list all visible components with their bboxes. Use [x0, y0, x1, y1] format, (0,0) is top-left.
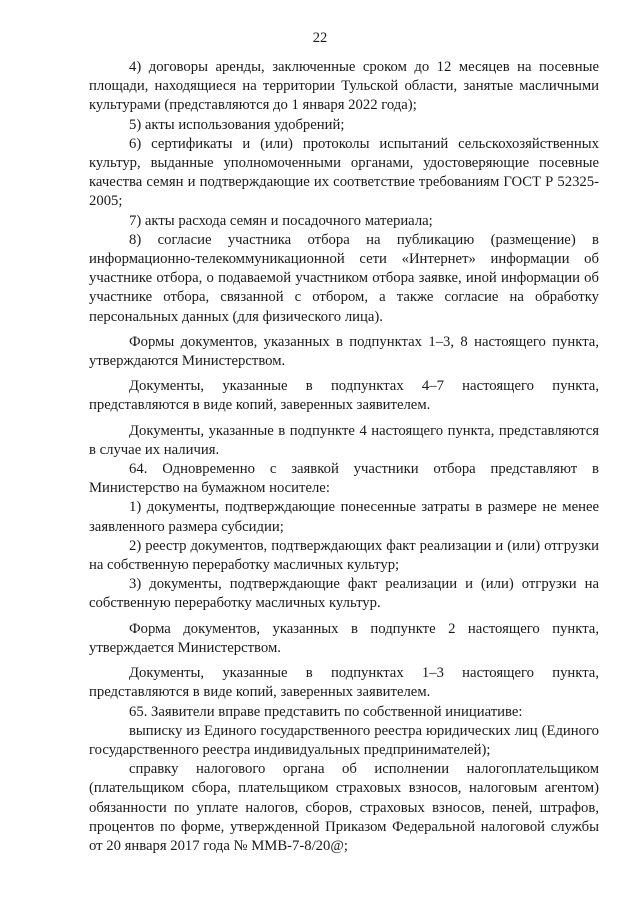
paragraph-clause-64: 64. Одновременно с заявкой участники отбора представляют в Министерство на бумажном носителе: [89, 461, 599, 497]
document-body [89, 58, 599, 856]
paragraph-64-form-note: Форма документов, указанных в подпункте 2 настоящего пункта, утверждается Министерством. [89, 620, 599, 656]
paragraph-65-tax-certificate: справку налогового органа об исполнении налогоплательщиком (плательщиком сбора, плательщиком страховых взносов, налоговым агентом) обязанности по уплате налогов, сборов, страховых взносов, пеней, штрафов, процентов по форме, утвержденной Приказом Федеральной налоговой службы от 20 января 2017 года № ММВ-7-8/20@; [89, 761, 599, 854]
paragraph-item-8: 8) согласие участника отбора на публикацию (размещение) в информационно-телекоммуникационной сети «Интернет» информации об участнике отбора, о подаваемой участником отбора заявке, иной информации об участнике отбора, связанной с отбором, а также согласие на обработку персональных данных (для физического лица). [89, 231, 599, 325]
paragraph-64-item-3: 3) документы, подтверждающие факт реализации и (или) отгрузки на собственную переработку масличных культур. [89, 576, 599, 612]
paragraph-64-item-2: 2) реестр документов, подтверждающих факт реализации и (или) отгрузки на собственную переработку масличных культур; [89, 537, 599, 574]
paragraph-clause-65: 65. Заявители вправе представить по собственной инициативе: [129, 703, 523, 720]
paragraph-copies-note: Документы, указанные в подпунктах 4–7 настоящего пункта, представляются в виде копий, заверенных заявителем. [89, 378, 599, 414]
paragraph-item-5: 5) акты использования удобрений; [129, 116, 345, 133]
paragraph-64-copies-note: Документы, указанные в подпунктах 1–3 настоящего пункта, представляются в виде копий, заверенных заявителем. [89, 665, 599, 701]
paragraph-item-7: 7) акты расхода семян и посадочного материала; [129, 212, 433, 229]
paragraph-item-6: 6) сертификаты и (или) протоколы испытаний сельскохозяйственных культур, выданные уполномоченными органами, удостоверяющие посевные качества семян и подтверждающие их соответствие требованиям ГОСТ Р 52325-2005; [89, 135, 599, 210]
paragraph-forms-note: Формы документов, указанных в подпунктах 1–3, 8 настоящего пункта, утверждаются Министерством. [89, 333, 599, 370]
paragraph-item-4: 4) договоры аренды, заключенные сроком до 12 месяцев на посевные площади, находящиеся на территории Тульской области, занятые масличными культурами (представляются до 1 января 2022 года); [89, 59, 599, 114]
paragraph-availability-note: Документы, указанные в подпункте 4 настоящего пункта, представляются в случае их наличия. [89, 422, 599, 458]
paragraph-64-item-1: 1) документы, подтверждающие понесенные затраты в размере не менее заявленного размера субсидии; [89, 499, 599, 535]
page-number: 22 [312, 30, 328, 46]
paragraph-65-extract: выписку из Единого государственного реестра юридических лиц (Единого государственного реестра индивидуальных предпринимателей); [89, 722, 599, 758]
